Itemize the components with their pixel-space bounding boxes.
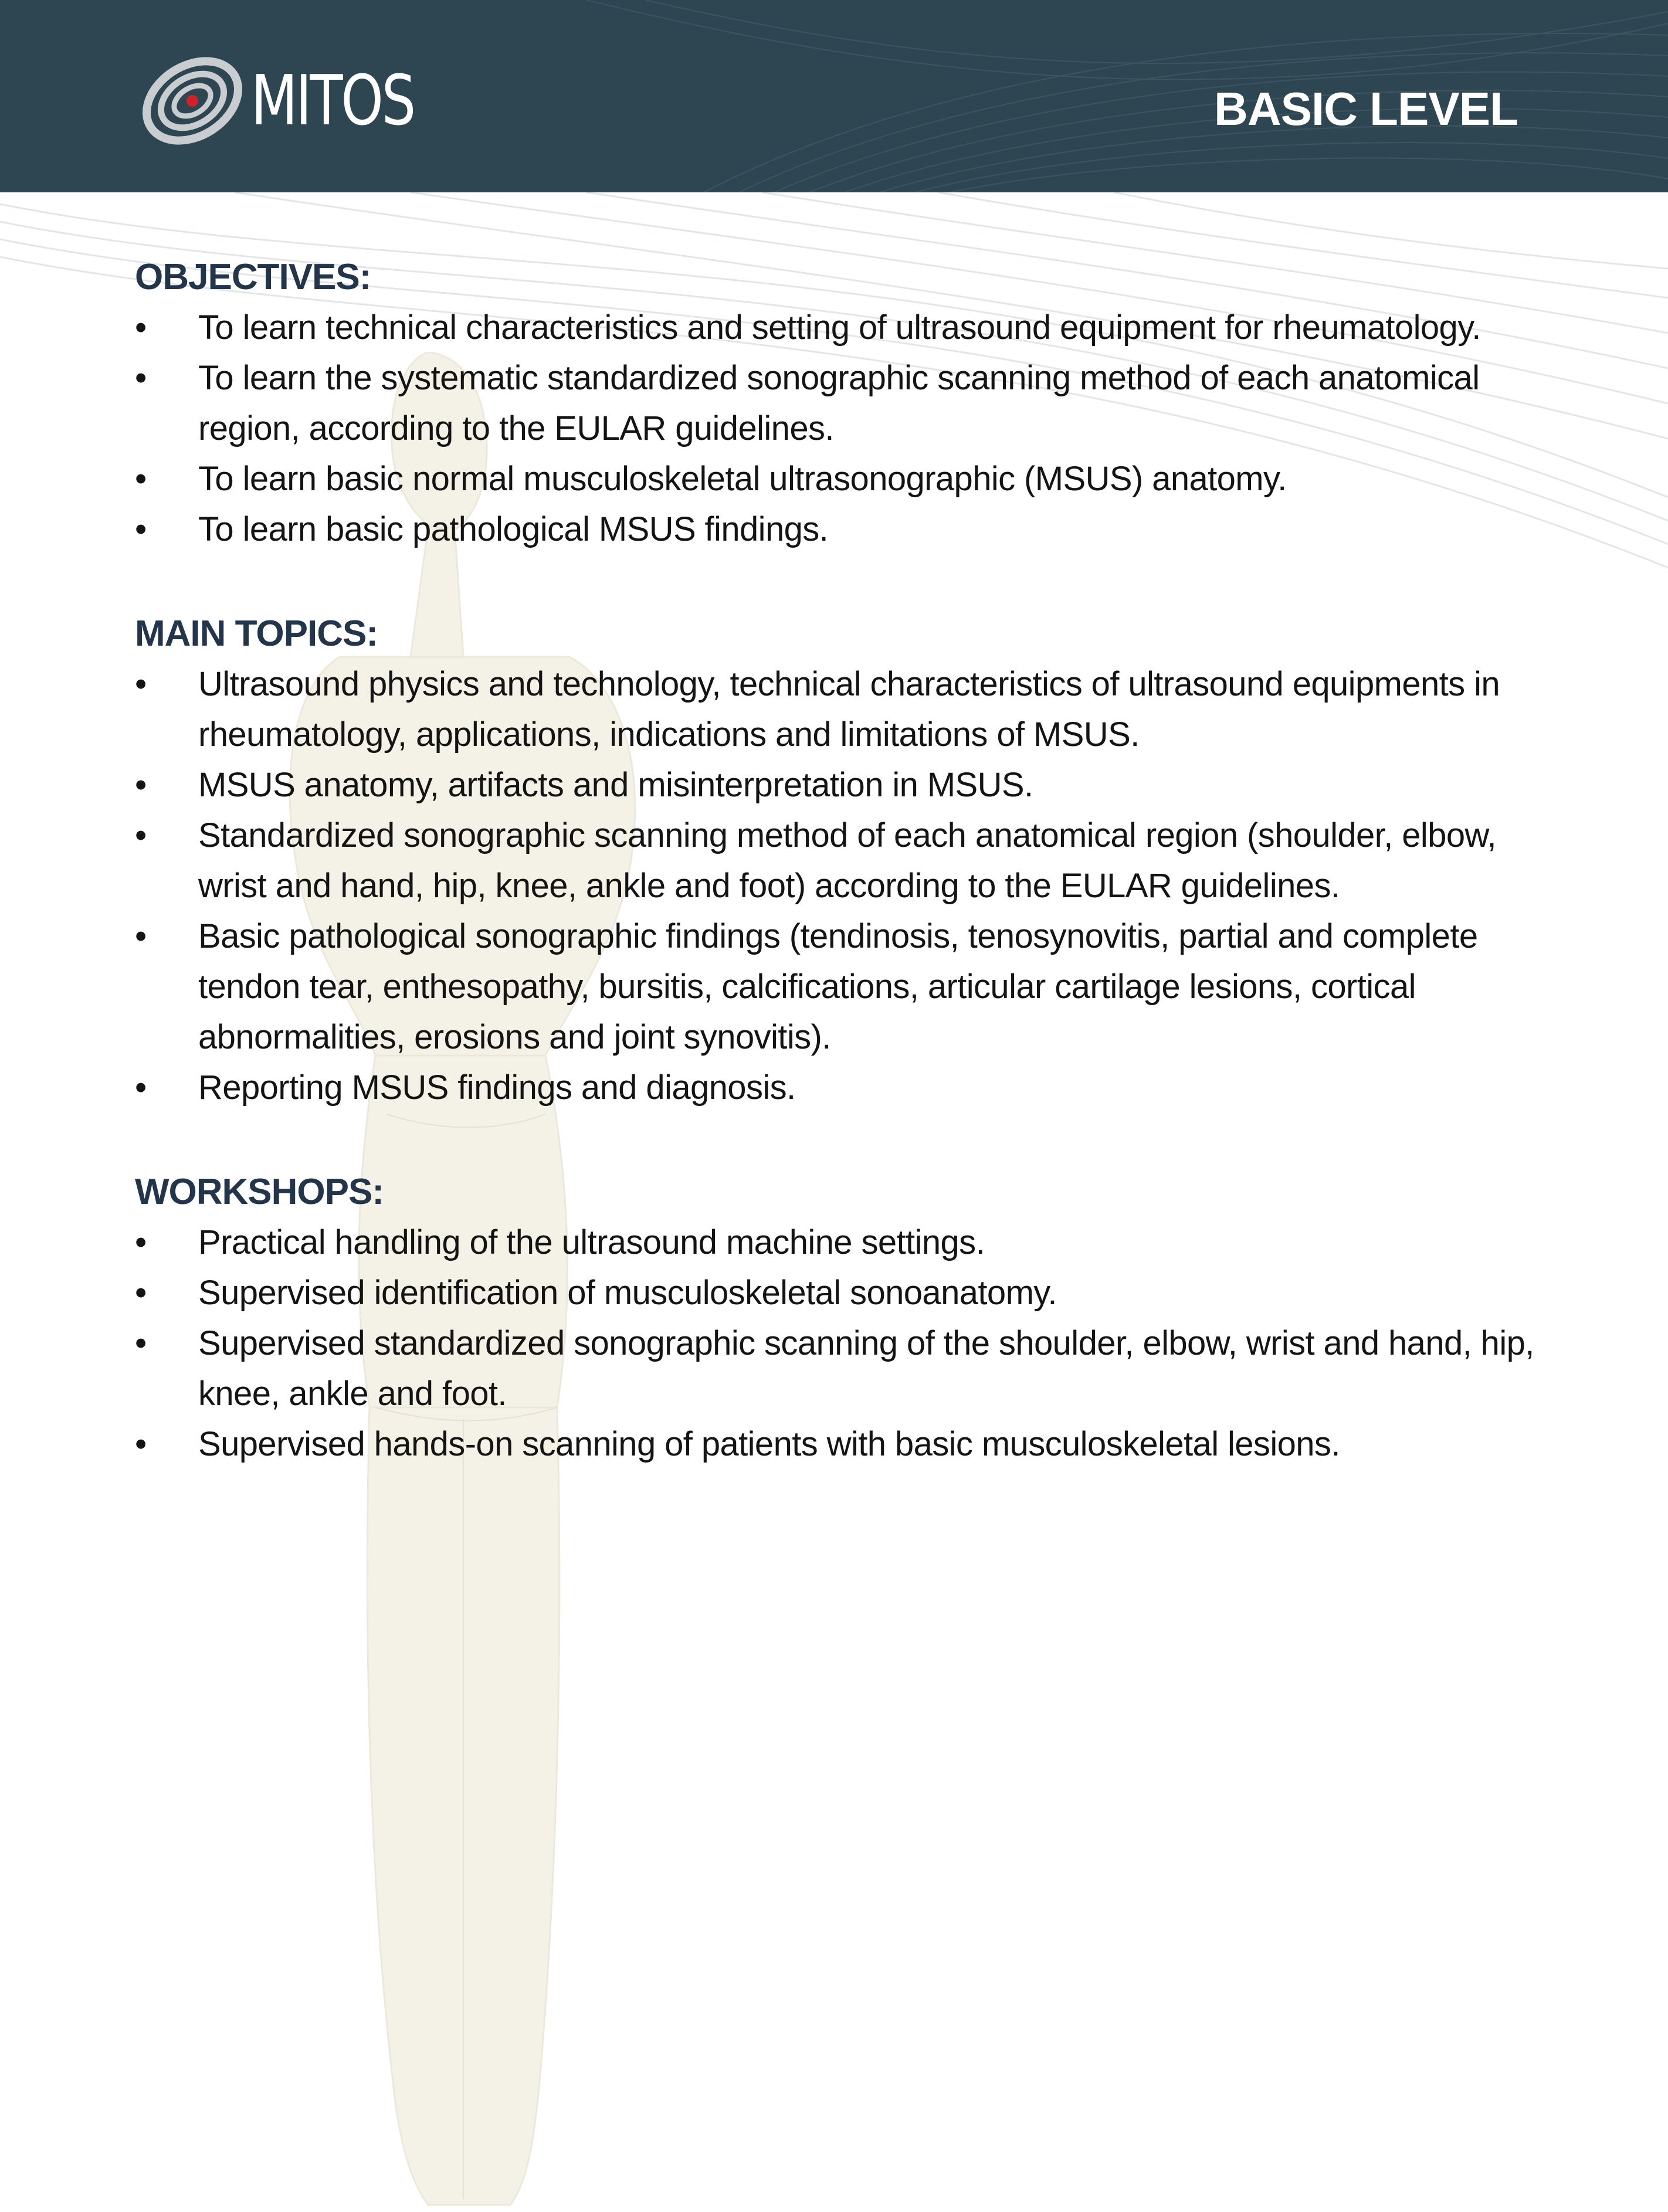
list-item-text: Supervised hands-on scanning of patients with basic musculoskeletal lesions.: [198, 1425, 1340, 1463]
bullet-icon: •: [135, 1274, 147, 1312]
list-item-text: Practical handling of the ultrasound machine settings.: [198, 1223, 985, 1261]
list-item-text: To learn technical characteristics and setting of ultrasound equipment for rheumatology.: [198, 308, 1481, 347]
list-item: [135, 911, 1542, 1063]
list-item-text: To learn the systematic standardized sonographic scanning method of each anatomical region, according to the EULAR guidelines.: [198, 359, 1480, 447]
section-heading: WORKSHOPS:: [135, 1172, 384, 1212]
bullet-icon: •: [135, 665, 147, 703]
bullet-icon: •: [135, 766, 147, 804]
list-item: [135, 810, 1542, 911]
bullet-icon: •: [135, 510, 147, 548]
list-item: [135, 1419, 1542, 1470]
bullet-icon: •: [135, 1324, 147, 1362]
section-heading: MAIN TOPICS:: [135, 613, 378, 654]
section-main-topics: [135, 609, 1542, 1113]
list-item-text: To learn basic pathological MSUS findings.: [198, 510, 829, 548]
section-workshops: [135, 1167, 1542, 1470]
bullet-icon: •: [135, 816, 147, 854]
bullet-icon: •: [135, 917, 147, 955]
bullet-icon: •: [135, 359, 147, 397]
level-title: BASIC LEVEL: [1214, 83, 1518, 135]
list-item-text: Reporting MSUS findings and diagnosis.: [198, 1068, 796, 1107]
list-item-text: Ultrasound physics and technology, technical characteristics of ultrasound equipments in rheumatology, applications, indications and limitations of MSUS.: [198, 665, 1500, 754]
list-item-text: Supervised standardized sonographic scanning of the shoulder, elbow, wrist and hand, hip, knee, ankle and foot.: [198, 1324, 1534, 1413]
bullet-list: [135, 303, 1542, 555]
list-item-text: MSUS anatomy, artifacts and misinterpretation in MSUS.: [198, 766, 1033, 804]
section-objectives: [135, 252, 1542, 555]
bullet-icon: •: [135, 460, 147, 498]
list-item-text: Supervised identification of musculoskeletal sonoanatomy.: [198, 1274, 1057, 1312]
list-item: [135, 454, 1542, 504]
list-item-text: To learn basic normal musculoskeletal ultrasonographic (MSUS) anatomy.: [198, 460, 1287, 498]
list-item: [135, 1063, 1542, 1113]
list-item: [135, 353, 1542, 454]
bullet-list: [135, 659, 1542, 1113]
main-content: [135, 252, 1542, 1524]
section-heading: OBJECTIVES:: [135, 257, 371, 297]
bullet-icon: •: [135, 308, 147, 347]
mitos-logo: [138, 52, 443, 151]
list-item: [135, 1217, 1542, 1268]
list-item: [135, 1268, 1542, 1318]
list-item: [135, 659, 1542, 760]
list-item: [135, 303, 1542, 353]
bullet-list: [135, 1217, 1542, 1470]
bullet-icon: •: [135, 1068, 147, 1107]
brand-name: MITOS: [251, 60, 415, 141]
page-header: [0, 0, 1668, 192]
list-item-text: Standardized sonographic scanning method of each anatomical region (shoulder, elbow, wrist and hand, hip, knee, ankle and foot) according to the EULAR guidelines.: [198, 816, 1497, 905]
list-item: [135, 760, 1542, 810]
list-item-text: Basic pathological sonographic findings (tendinosis, tenosynovitis, partial and complete tendon tear, enthesopathy, bursitis, calcifications, articular cartilage lesions, cortical abnormalities, erosions and joint synovitis).: [198, 917, 1478, 1056]
bullet-icon: •: [135, 1425, 147, 1463]
list-item: [135, 1318, 1542, 1419]
mitos-swirl-logo-icon: [138, 52, 250, 151]
bullet-icon: •: [135, 1223, 147, 1261]
list-item: [135, 504, 1542, 555]
